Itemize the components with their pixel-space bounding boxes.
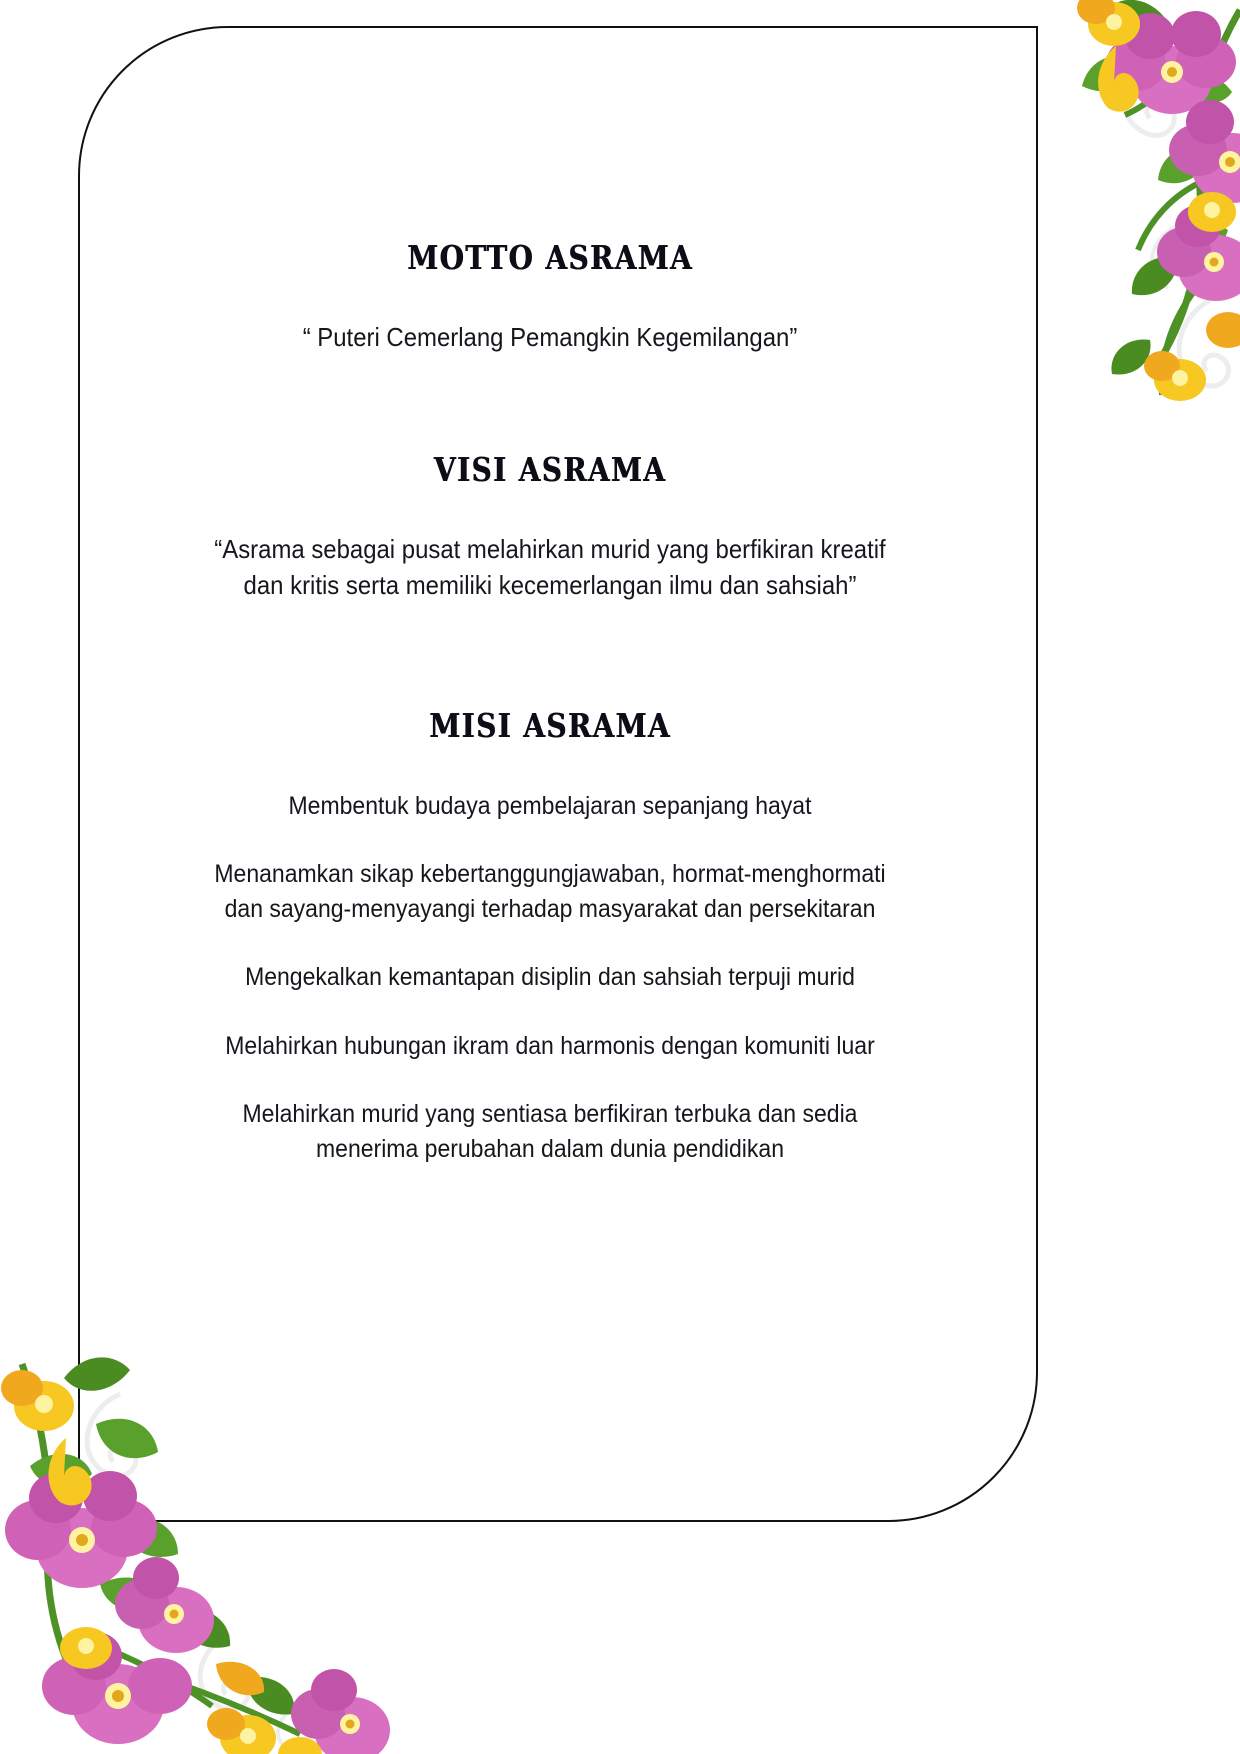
misi-item: Membentuk budaya pembelajaran sepanjang hayat [288, 791, 812, 820]
pansy-flower-mid-bottom-left [115, 1557, 214, 1653]
pansy-flower-lower-bottom-left [42, 1632, 192, 1744]
misi-item: Melahirkan murid yang sentiasa berfikiran terbuka dan sedia menerima perubahan dalam dunia pendidikan [242, 1100, 858, 1163]
misi-item-list [170, 789, 930, 1167]
misi-item: Menanamkan sikap kebertanggungjawaban, hormat-menghormati dan sayang-menyayangi terhadap masyarakat dan persekitaran [214, 860, 886, 923]
tendrils-top-right [1123, 40, 1229, 386]
misi-item: Mengekalkan kemantapan disiplin dan sahsiah terpuji murid [245, 963, 855, 992]
document-content [170, 240, 930, 1166]
pansy-flower-lower-top-right [1157, 205, 1240, 301]
leaves-top-right [1082, 0, 1232, 375]
motto-heading: MOTTO ASRAMA [407, 238, 693, 277]
visi-heading: VISI ASRAMA [433, 450, 667, 490]
pansy-flower-right-bottom-left [291, 1669, 390, 1754]
misi-heading: MISI ASRAMA [429, 706, 671, 746]
visi-body-text: “Asrama sebagai pusat melahirkan murid yang berfikiran kreatif dan kritis serta memiliki kecemerlangan ilmu dan sahsiah” [214, 534, 886, 601]
stems-top-right [1125, 10, 1240, 395]
yellow-flowers-top-right [1077, 0, 1240, 401]
pansy-flower-large-top-right [1106, 11, 1236, 114]
misi-item: Melahirkan hubungan ikram dan harmonis dengan komuniti luar [225, 1031, 875, 1060]
pansy-flower-top-corner [1169, 100, 1240, 203]
motto-quote-text: “ Puteri Cemerlang Pemangkin Kegemilangan” [302, 322, 798, 353]
